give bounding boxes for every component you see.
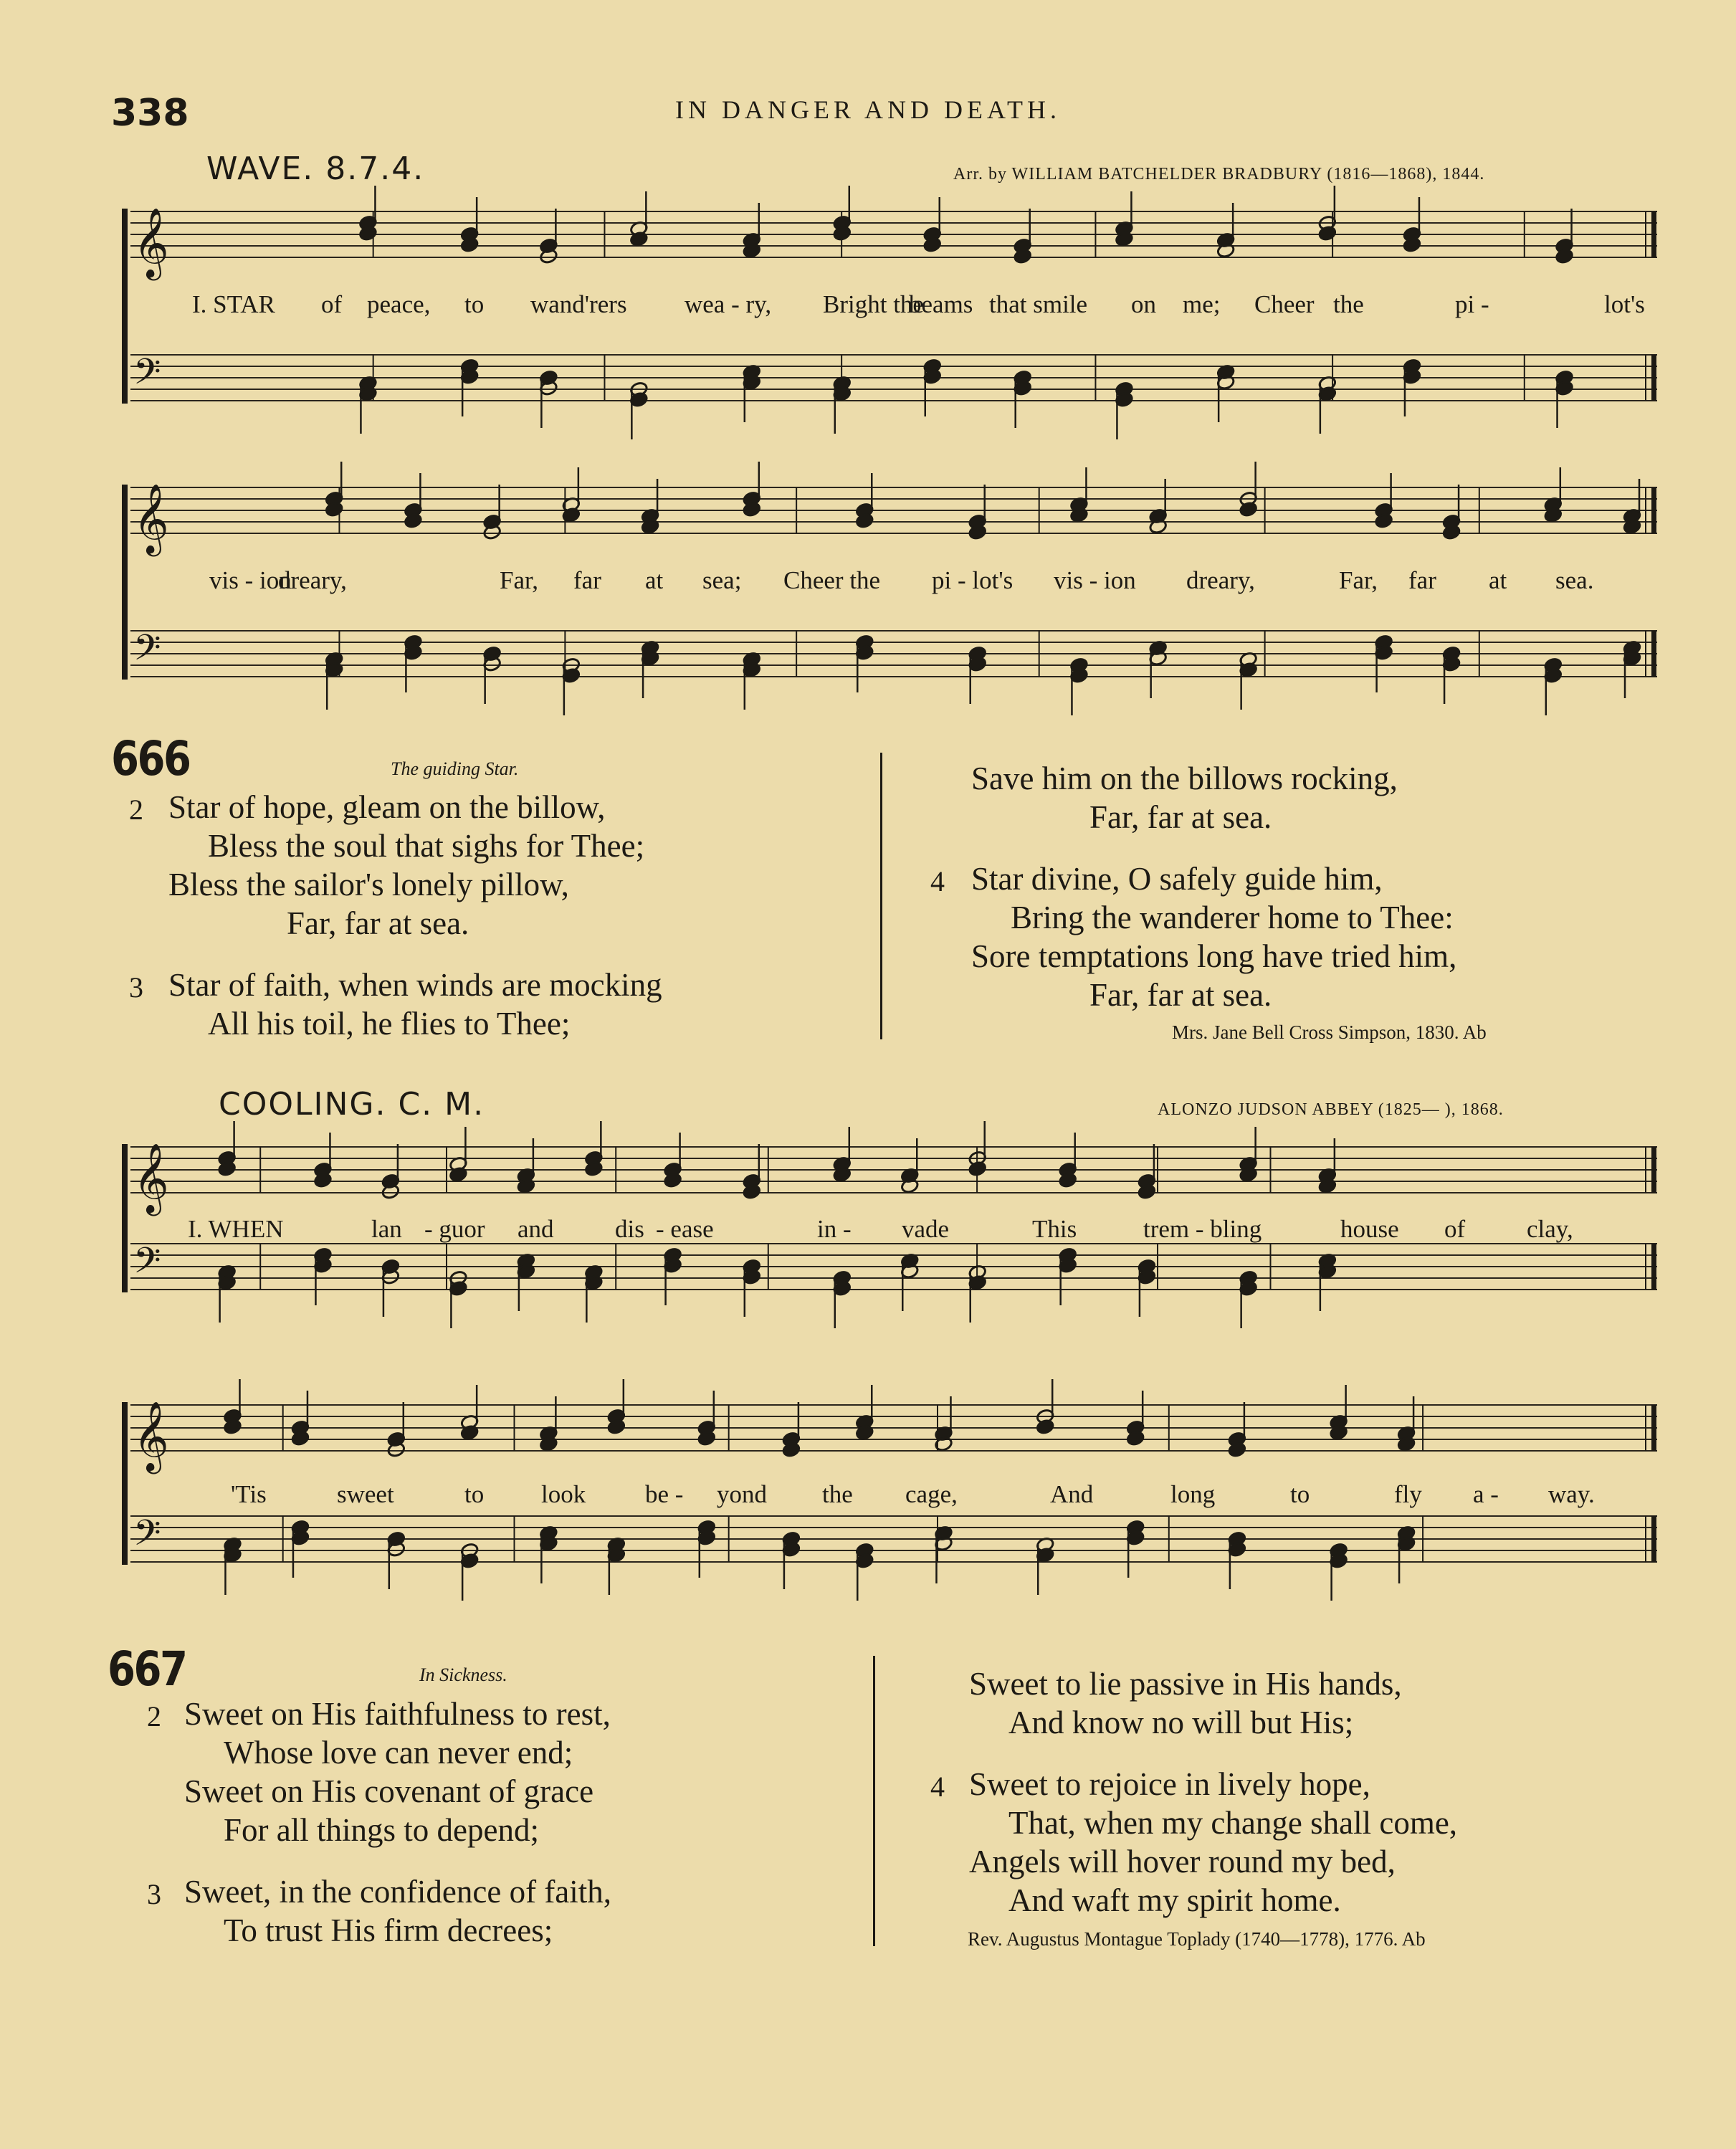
lyric-syllable: vis - ion	[209, 566, 292, 594]
stanza-line: Star of faith, when winds are mocking	[168, 967, 662, 1003]
svg-text:𝄢: 𝄢	[133, 1240, 161, 1290]
tune-name-wave: WAVE. 8.7.4.	[206, 151, 425, 187]
lyric-syllable: - ease	[656, 1215, 714, 1243]
verse-number: 3	[147, 1878, 161, 1910]
tune-credit-wave: Arr. by WILLIAM BATCHELDER BRADBURY (1816—1868), 1844.	[953, 165, 1485, 184]
lyric-syllable: wea - ry,	[685, 290, 772, 318]
hymn-attribution-666: Mrs. Jane Bell Cross Simpson, 1830. Ab	[1172, 1021, 1487, 1043]
verse-number: 4	[930, 865, 945, 897]
lyric-syllable: way.	[1548, 1480, 1595, 1508]
lyric-syllable: I. WHEN	[188, 1215, 284, 1243]
lyric-syllable: to	[464, 1480, 485, 1508]
stanza-line: Star divine, O safely guide him,	[971, 861, 1383, 897]
lyric-syllable: far	[1408, 566, 1436, 594]
svg-text:𝄞: 𝄞	[133, 1401, 169, 1471]
stanza-line: Bring the wanderer home to Thee:	[1011, 900, 1454, 935]
lyric-syllable: vade	[902, 1215, 950, 1243]
verse-number: 2	[147, 1700, 161, 1733]
verse-number: 4	[930, 1771, 945, 1803]
lyric-syllable: to	[1290, 1480, 1310, 1508]
stanza-line: Star of hope, gleam on the billow,	[168, 789, 606, 825]
stanza-line: To trust His firm decrees;	[224, 1912, 553, 1948]
lyric-syllable: wand'rers	[530, 290, 627, 318]
lyric-syllable: And	[1050, 1480, 1094, 1508]
lyric-syllable: long	[1170, 1480, 1216, 1508]
lyric-syllable: the	[822, 1480, 853, 1508]
lyric-syllable: This	[1032, 1215, 1077, 1243]
lyric-syllable: on	[1131, 290, 1156, 318]
stanza-line: Angels will hover round my bed,	[969, 1844, 1396, 1879]
lyric-syllable: of	[321, 290, 343, 318]
lyric-syllable: fly	[1394, 1480, 1422, 1508]
lyric-syllable: Cheer the	[783, 566, 881, 594]
lyric-syllable: I. STAR	[192, 290, 275, 318]
lyric-syllable: vis - ion	[1054, 566, 1136, 594]
lyric-syllable: far	[573, 566, 601, 594]
lyric-syllable: house	[1340, 1215, 1399, 1243]
stanza-line: Sweet on His faithfulness to rest,	[184, 1696, 611, 1732]
stanza-line: Far, far at sea.	[1089, 799, 1272, 835]
stanza-line: Save him on the billows rocking,	[971, 761, 1398, 796]
stanza-line: And waft my spirit home.	[1008, 1882, 1341, 1918]
stanza-line: Whose love can never end;	[224, 1735, 573, 1771]
lyric-syllable: beams	[909, 290, 973, 318]
verse-number: 3	[129, 971, 143, 1004]
lyric-syllable: dreary,	[1186, 566, 1255, 594]
lyric-syllable: be -	[645, 1480, 684, 1508]
lyric-syllable: pi -	[1455, 290, 1489, 318]
lyric-syllable: at	[1489, 566, 1507, 594]
stanza-line: Sweet on His covenant of grace	[184, 1773, 594, 1809]
column-divider	[880, 753, 882, 1039]
section-title: IN DANGER AND DEATH.	[675, 95, 1061, 124]
svg-text:𝄢: 𝄢	[133, 351, 161, 401]
stanza-line: Bless the soul that sighs for Thee;	[208, 828, 645, 864]
lyric-syllable: peace,	[367, 290, 431, 318]
lyric-syllable: 'Tis	[231, 1480, 267, 1508]
lyric-syllable: to	[464, 290, 485, 318]
lyric-syllable: pi - lot's	[932, 566, 1014, 594]
lyric-syllable: clay,	[1527, 1215, 1573, 1243]
verse-number: 2	[129, 794, 143, 826]
svg-text:𝄞: 𝄞	[133, 207, 169, 277]
lyrics-cooling-line-2	[0, 1480, 1736, 1516]
stanza-line: Far, far at sea.	[287, 905, 469, 941]
lyric-syllable: dis	[615, 1215, 644, 1243]
lyric-syllable: yond	[717, 1480, 767, 1508]
lyric-syllable: Far,	[1339, 566, 1378, 594]
lyric-syllable: Far,	[500, 566, 539, 594]
lyric-syllable: that smile	[989, 290, 1088, 318]
lyric-syllable: cage,	[905, 1480, 958, 1508]
lyric-syllable: and	[518, 1215, 554, 1243]
hymn-attribution-667: Rev. Augustus Montague Toplady (1740—1778), 1776. Ab	[968, 1928, 1426, 1950]
svg-text:𝄞: 𝄞	[133, 483, 169, 553]
tune-name-cooling: COOLING. C. M.	[219, 1086, 485, 1123]
lyric-syllable: of	[1444, 1215, 1466, 1243]
lyric-syllable: me;	[1183, 290, 1221, 318]
lyric-syllable: the	[1333, 290, 1364, 318]
hymn-subtitle-667: In Sickness.	[419, 1664, 507, 1685]
lyric-syllable: Bright the	[823, 290, 924, 318]
lyrics-wave-line-1	[0, 290, 1736, 326]
lyric-syllable: sweet	[337, 1480, 394, 1508]
lyric-syllable: a -	[1473, 1480, 1499, 1508]
stanza-line: Bless the sailor's lonely pillow,	[168, 867, 569, 902]
lyric-syllable: lot's	[1604, 290, 1645, 318]
tune-credit-cooling: ALONZO JUDSON ABBEY (1825— ), 1868.	[1158, 1100, 1504, 1119]
hymn-subtitle-666: The guiding Star.	[391, 758, 519, 779]
lyric-syllable: at	[645, 566, 664, 594]
lyric-syllable: trem - bling	[1143, 1215, 1262, 1243]
svg-text:𝄞: 𝄞	[133, 1143, 169, 1213]
svg-text:𝄢: 𝄢	[133, 627, 161, 677]
stanza-line: That, when my change shall come,	[1008, 1805, 1458, 1841]
lyric-syllable: look	[541, 1480, 586, 1508]
page-number: 338	[111, 92, 189, 135]
lyric-syllable: sea;	[702, 566, 742, 594]
hymn-number-667: 667	[108, 1641, 186, 1697]
stanza-line: Sweet to lie passive in His hands,	[969, 1666, 1402, 1702]
stanza-line: Sore temptations long have tried him,	[971, 938, 1457, 974]
lyric-syllable: sea.	[1555, 566, 1594, 594]
lyric-syllable: in -	[817, 1215, 852, 1243]
stanza-line: Sweet, in the confidence of faith,	[184, 1874, 612, 1910]
lyric-syllable: dreary,	[278, 566, 347, 594]
stanza-line: For all things to depend;	[224, 1812, 539, 1848]
lyric-syllable: Cheer	[1254, 290, 1315, 318]
svg-text:𝄢: 𝄢	[133, 1512, 161, 1563]
hymn-number-666: 666	[111, 731, 190, 786]
stanza-line: Sweet to rejoice in lively hope,	[969, 1766, 1370, 1802]
lyrics-wave-line-2	[0, 566, 1736, 602]
column-divider	[873, 1656, 875, 1946]
lyric-syllable: - guor	[424, 1215, 485, 1243]
lyrics-cooling-line-1	[0, 1215, 1736, 1251]
lyric-syllable: lan	[371, 1215, 402, 1243]
stanza-line: And know no will but His;	[1008, 1705, 1354, 1740]
stanza-line: All his toil, he flies to Thee;	[208, 1006, 571, 1042]
stanza-line: Far, far at sea.	[1089, 977, 1272, 1013]
